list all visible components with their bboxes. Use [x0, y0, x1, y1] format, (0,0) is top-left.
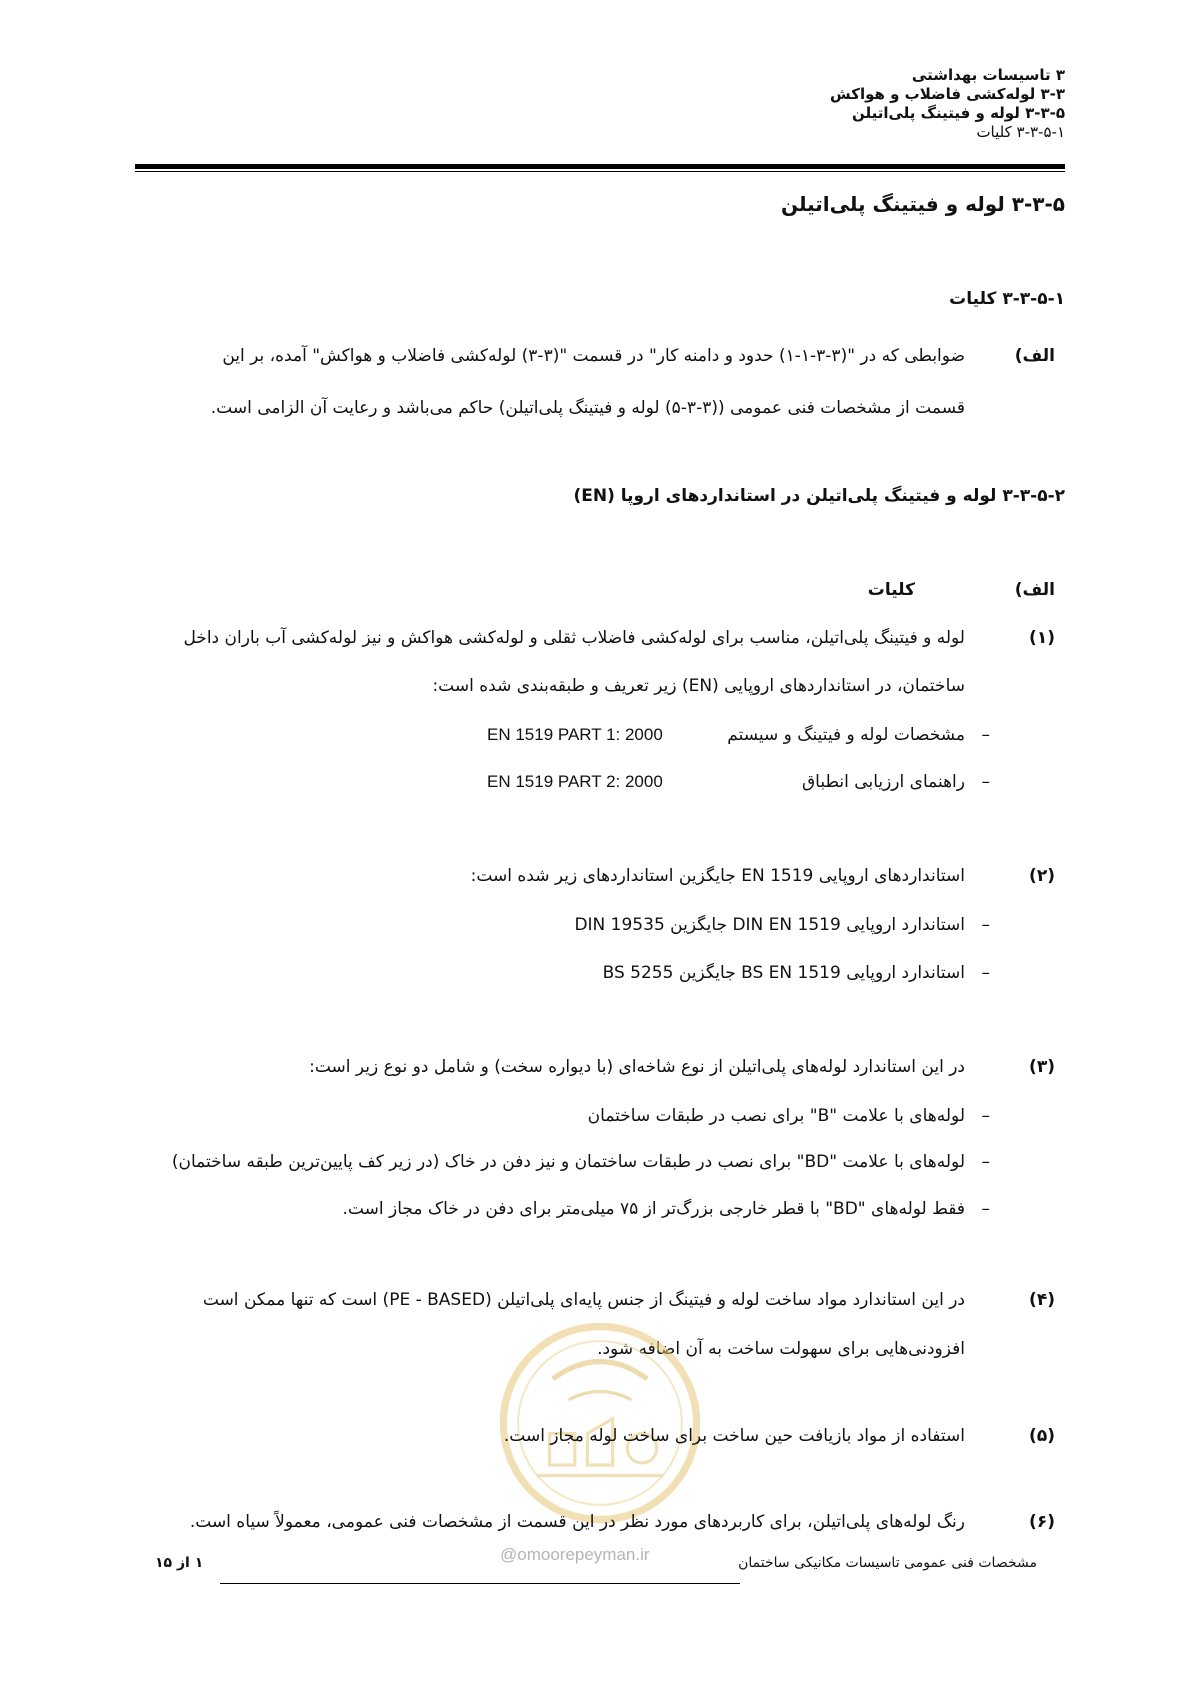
footer-divider	[220, 1583, 740, 1584]
list-item-text: استاندارد اروپایی BS EN 1519 جایگزین BS 5255	[602, 963, 965, 983]
list-item-text: استاندارد اروپایی DIN EN 1519 جایگزین DIN 19535	[574, 915, 965, 935]
paragraph-line: ساختمان، در استانداردهای اروپایی (EN) زیر تعریف و طبقه‌بندی شده است:	[432, 676, 965, 696]
list-bullet: –	[981, 915, 990, 935]
footer-title: مشخصات فنی عمومی تاسیسات مکانیکی ساختمان	[738, 1555, 1037, 1571]
list-item-text: لوله‌های با علامت "BD" برای نصب در طبقات ساختمان و نیز دفن در خاک (در زیر کف پایین‌ترین طبقه ساختمان)	[171, 1152, 965, 1172]
paragraph-line: رنگ لوله‌های پلی‌اتیلن، برای کاربردهای مورد نظر در این قسمت از مشخصات فنی عمومی، معمولاً سیاه است.	[189, 1512, 965, 1532]
item-label: الف)	[1014, 346, 1055, 366]
paragraph-number: (۴)	[1029, 1290, 1055, 1310]
header-line: ۳-۳ لوله‌کشی فاضلاب و هواکش	[830, 85, 1065, 103]
list-bullet: –	[981, 1106, 990, 1126]
header-line: ۳-۳-۵-۱ کلیات	[976, 123, 1065, 141]
paragraph-number: (۶)	[1029, 1512, 1055, 1532]
page-number: ۱ از ۱۵	[155, 1555, 204, 1571]
list-bullet: –	[981, 772, 990, 792]
subsection-title: ۳-۳-۵-۱ کلیات	[949, 289, 1065, 309]
header-line: ۳ تاسیسات بهداشتی	[911, 66, 1065, 84]
paragraph-number: (۵)	[1029, 1426, 1055, 1446]
list-bullet: –	[981, 725, 990, 745]
paragraph-line: افزودنی‌هایی برای سهولت ساخت به آن اضافه شود.	[597, 1339, 965, 1359]
section-title: ۳-۳-۵ لوله و فیتینگ پلی‌اتیلن	[780, 192, 1065, 216]
header-divider-thin	[135, 171, 1065, 172]
paragraph-line: در این استاندارد لوله‌های پلی‌اتیلن از نوع شاخه‌ای (با دیواره سخت) و شامل دو نوع زیر است:	[309, 1057, 965, 1077]
paragraph-line: استفاده از مواد بازیافت حین ساخت برای ساخت لوله مجاز است.	[503, 1426, 965, 1446]
header-divider	[135, 164, 1065, 169]
watermark-seal-icon	[495, 1318, 705, 1528]
item-label: الف)	[1014, 580, 1055, 600]
paragraph-line: در این استاندارد مواد ساخت لوله و فیتینگ از جنس پایه‌ای پلی‌اتیلن (PE - BASED) است که تنها ممکن است	[202, 1290, 965, 1310]
item-heading: کلیات	[867, 580, 915, 600]
paragraph-number: (۳)	[1029, 1057, 1055, 1077]
standard-code: EN 1519 PART 1: 2000	[487, 725, 663, 744]
subsection-title: ۳-۳-۵-۲ لوله و فیتینگ پلی‌اتیلن در استانداردهای اروپا (EN)	[573, 486, 1065, 506]
paragraph-number: (۲)	[1029, 866, 1055, 886]
standard-code: EN 1519 PART 2: 2000	[487, 772, 663, 791]
watermark-text: @omoorepeyman.ir	[500, 1545, 650, 1564]
running-header	[465, 66, 1065, 142]
paragraph-line: استانداردهای اروپایی EN 1519 جایگزین استانداردهای زیر شده است:	[470, 866, 965, 886]
paragraph-line: لوله و فیتینگ پلی‌اتیلن، مناسب برای لوله‌کشی فاضلاب ثقلی و لوله‌کشی هواکش و نیز لوله‌کشی آب باران داخل	[183, 628, 965, 648]
list-item-text: مشخصات لوله و فیتینگ و سیستم	[727, 725, 965, 745]
list-bullet: –	[981, 1152, 990, 1172]
list-bullet: –	[981, 963, 990, 983]
list-bullet: –	[981, 1199, 990, 1219]
paragraph-line: ضوابطی که در "(۳-۳-۱-۱) حدود و دامنه کار" در قسمت "(۳-۳) لوله‌کشی فاضلاب و هواکش" آمده، بر این	[222, 346, 965, 366]
paragraph-line: قسمت از مشخصات فنی عمومی ((۳-۳-۵) لوله و فیتینگ پلی‌اتیلن) حاکم می‌باشد و رعایت آن الزامی است.	[210, 398, 965, 418]
list-item-text: راهنمای ارزیابی انطباق	[801, 772, 965, 792]
header-line: ۳-۳-۵ لوله و فیتینگ پلی‌اتیلن	[851, 104, 1065, 122]
list-item-text: فقط لوله‌های "BD" با قطر خارجی بزرگ‌تر از ۷۵ میلی‌متر برای دفن در خاک مجاز است.	[342, 1199, 965, 1219]
list-item-text: لوله‌های با علامت "B" برای نصب در طبقات ساختمان	[587, 1106, 965, 1126]
paragraph-number: (۱)	[1029, 628, 1055, 648]
